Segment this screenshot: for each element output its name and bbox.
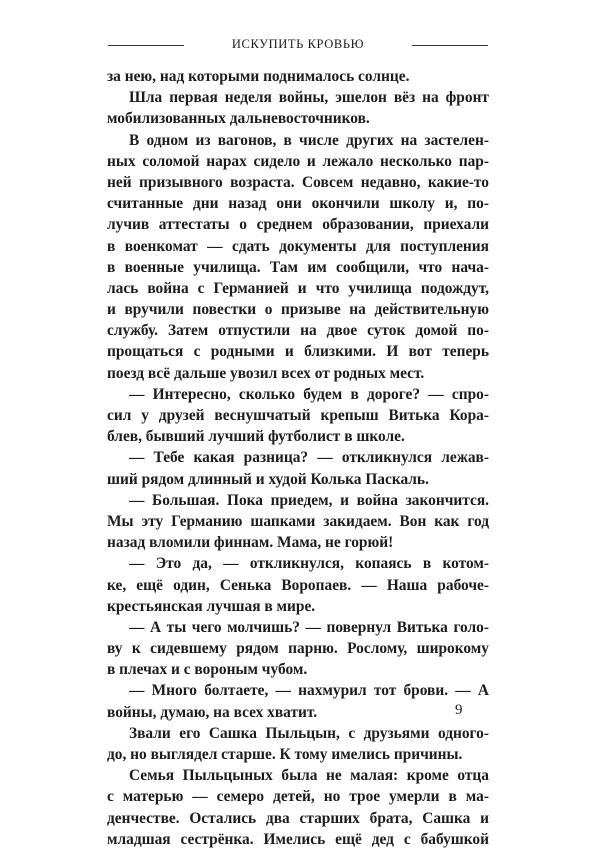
text-line: — Интересно, сколько будем в дороге? — спро- [129,385,489,403]
text-line: в военкомат — сдать документы для поступления [107,237,489,255]
text-line: — А ты чего молчишь? — повернул Витька голо- [129,618,489,636]
book-title: ИСКУПИТЬ КРОВЬЮ [231,36,365,51]
running-head [108,34,488,54]
text-line: до, но выглядел старше. К тому имелись причины. [107,746,463,763]
text-line: за нею, над которыми поднималось солнце. [107,68,410,85]
text-line: ных соломой нарах сидело и лежало несколько пар- [107,152,489,170]
text-line: В одном из вагонов, в числе других на застелен- [129,131,489,149]
text-line: Семья Пыльцыных была не малая: кроме отца [129,767,489,785]
text-line: Звали его Сашка Пыльцын, с друзьями одного- [129,724,489,742]
page-number: 9 [455,702,463,718]
text-line: сил у друзей веснушчатый крепыш Витька Кора- [107,407,489,424]
text-line: ву к сидевшему рядом парню. Рослому, широкому [107,640,489,658]
text-line: ней призывного возраста. Совсем недавно, какие-то [107,173,489,191]
text-line: — Большая. Пока приедем, и война закончится. [129,491,489,509]
text-line: назад вломили финнам. Мама, не горюй! [107,534,394,552]
text-line: поезд всё дальше увозил всех от родных мест. [107,364,425,382]
text-line: ке, ещё один, Сенька Воропаев. — Наша рабоче- [107,576,489,594]
text-line: мобилизованных дальневосточников. [107,110,370,128]
text-line: с матерью — семеро детей, но трое умерли в ма- [107,788,489,806]
text-line: и вручили повестки о призыве на действительную [107,301,489,319]
text-line: Шла первая неделя войны, эшелон вёз на фронт [129,89,489,107]
header-rule-right [412,45,488,46]
header-rule-left [108,45,184,46]
text-line: крестьянская лучшая в мире. [107,597,316,615]
text-line: службу. Затем отпустили на двое суток домой по- [107,322,489,340]
text-line: в военные училища. Там им сообщили, что нача- [107,258,489,276]
text-line: блев, бывший лучший футболист в школе. [107,428,405,446]
text-line: прощаться с родными и близкими. И вот теперь [107,343,489,361]
text-line: ший рядом длинный и худой Колька Паскаль. [107,470,429,488]
body-text [107,66,489,850]
text-line: — Тебе какая разница? — откликнулся лежав- [129,449,489,467]
text-line: денчестве. Остались два старших брата, Сашка и [107,809,489,827]
text-line: войны, думаю, на всех хватит. [107,703,318,721]
text-line: — Это да, — откликнулся, копаясь в котом- [129,555,489,573]
text-line: младшая сестрёнка. Имелись ещё дед с бабушкой [107,830,489,848]
text-line: Мы эту Германию шапками закидаем. Вон как год [107,512,489,530]
text-line: лучив аттестаты о среднем образовании, приехали [107,216,489,234]
text-line: в плечах и с вороным чубом. [107,661,308,679]
text-line: лась война с Германией и что училища подождут, [107,279,489,297]
text-line: считанные дни назад они окончили школу и, по- [107,195,489,213]
text-line: — Много болтаете, — нахмурил тот брови. — А [129,682,489,700]
